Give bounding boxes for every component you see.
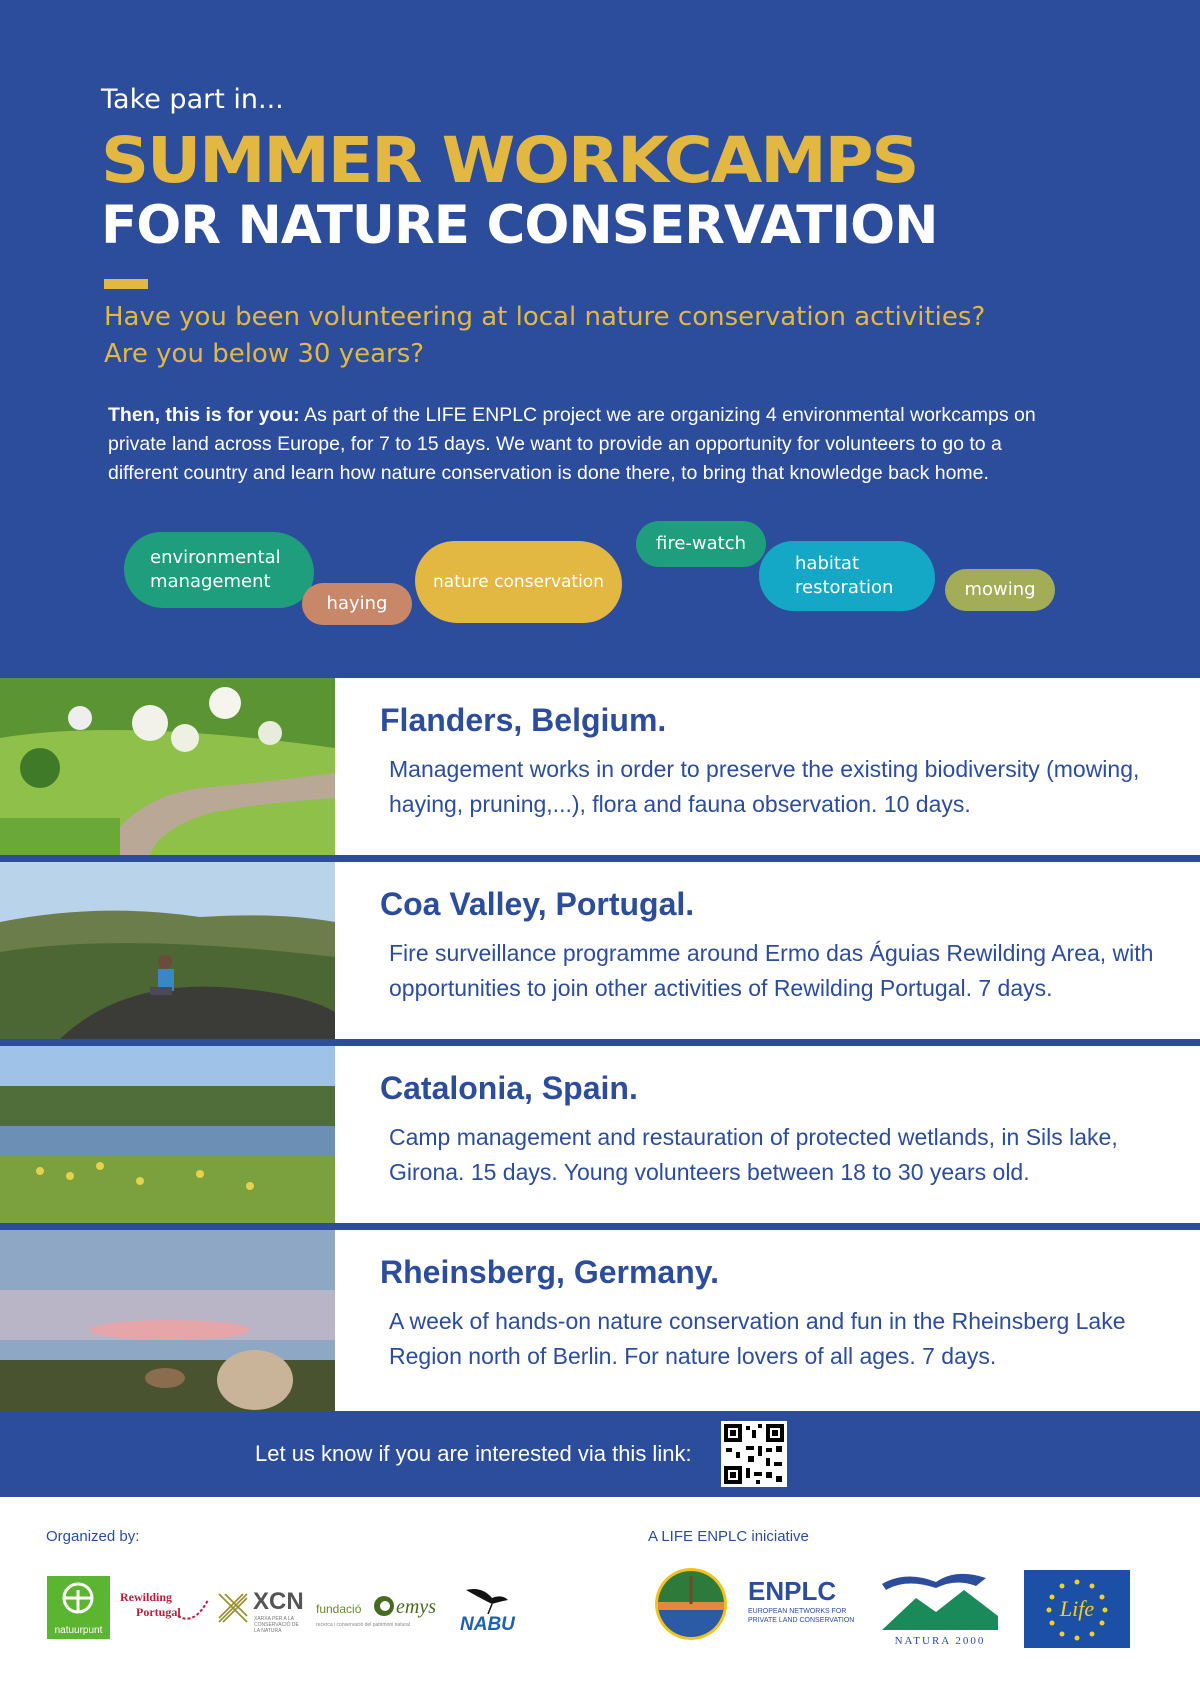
- camp-location: Flanders, Belgium.: [380, 702, 667, 738]
- enplc-logo: ENPLC EUROPEAN NETWORKS FOR PRIVATE LAND CONSERVATION: [646, 1558, 866, 1650]
- photo-germany: [0, 1230, 335, 1411]
- hero-banner: [0, 0, 1200, 678]
- camp-description: Management works in order to preserve the existing biodiversity (mowing, haying, pruning,...), flora and fauna observation. 10 days.: [389, 756, 1140, 817]
- eu-life-logo: Life: [1024, 1570, 1130, 1648]
- title-line-2: FOR NATURE CONSERVATION: [101, 195, 938, 256]
- camp-row-belgium: [0, 678, 1200, 855]
- cta-banner: [0, 1411, 1200, 1497]
- camp-description: A week of hands-on nature conservation and fun in the Rheinsberg Lake Region north of Berlin. For nature lovers of all ages. 7 days.: [389, 1308, 1126, 1369]
- natura-2000-logo: NATURA 2000: [876, 1564, 1004, 1650]
- question-2: Are you below 30 years?: [104, 339, 425, 369]
- qr-code-icon[interactable]: [721, 1421, 787, 1487]
- nabu-logo: NABU: [456, 1584, 536, 1638]
- title-line-1: SUMMER WORKCAMPS: [101, 124, 918, 197]
- intro-paragraph: [108, 401, 1068, 488]
- tag-nature-conservation: nature conservation: [415, 541, 622, 623]
- tag-mowing: mowing: [945, 569, 1055, 611]
- photo-belgium: [0, 678, 335, 855]
- intro-text: Take part in...: [101, 84, 284, 115]
- xcn-logo: XCN XARXA PER A LA CONSERVACIÓ DE LA NATURA: [215, 1586, 305, 1638]
- camp-location: Rheinsberg, Germany.: [380, 1254, 720, 1290]
- tag-habitat-restoration: habitat restoration: [759, 541, 935, 611]
- organized-by-label: Organized by:: [46, 1528, 140, 1545]
- camp-location: Coa Valley, Portugal.: [380, 886, 695, 922]
- row-separator: [0, 1039, 1200, 1046]
- rewilding-portugal-logo: Rewilding Portugal: [120, 1590, 210, 1636]
- camp-row-portugal: [0, 862, 1200, 1039]
- camp-location: Catalonia, Spain.: [380, 1070, 638, 1106]
- row-separator: [0, 1223, 1200, 1230]
- question-1: Have you been volunteering at local nature conservation activities?: [104, 302, 986, 332]
- tag-haying: haying: [302, 583, 412, 625]
- initiative-label: A LIFE ENPLC iniciative: [648, 1528, 809, 1545]
- camp-row-spain: [0, 1046, 1200, 1223]
- tag-fire-watch: fire-watch: [636, 521, 766, 567]
- natuurpunt-logo: natuurpunt: [47, 1576, 110, 1639]
- body-text: As part of the LIFE ENPLC project we are organizing 4 environmental workcamps on private land across Europe, for 7 to 15 days. We want to provide an opportunity for volunteers to go to a different country and learn how nature conservation is done there, to bring that knowledge back home.: [108, 404, 1036, 484]
- photo-portugal: [0, 862, 335, 1039]
- tag-environmental-management: environmental management: [124, 532, 314, 608]
- fundacio-emys-logo: fundació emys recerca i conservació del patrimoni natural: [316, 1596, 436, 1628]
- camp-row-germany: [0, 1230, 1200, 1411]
- photo-spain: [0, 1046, 335, 1223]
- row-separator: [0, 855, 1200, 862]
- cta-text: Let us know if you are interested via this link:: [255, 1441, 692, 1466]
- camp-description: Fire surveillance programme around Ermo das Águias Rewilding Area, with opportunities to join other activities of Rewilding Portugal. 7 days.: [389, 940, 1154, 1001]
- camp-description: Camp management and restauration of protected wetlands, in Sils lake, Girona. 15 days. Young volunteers between 18 to 30 years old.: [389, 1124, 1118, 1185]
- accent-dash: [104, 279, 148, 289]
- body-lead: Then, this is for you:: [108, 404, 300, 426]
